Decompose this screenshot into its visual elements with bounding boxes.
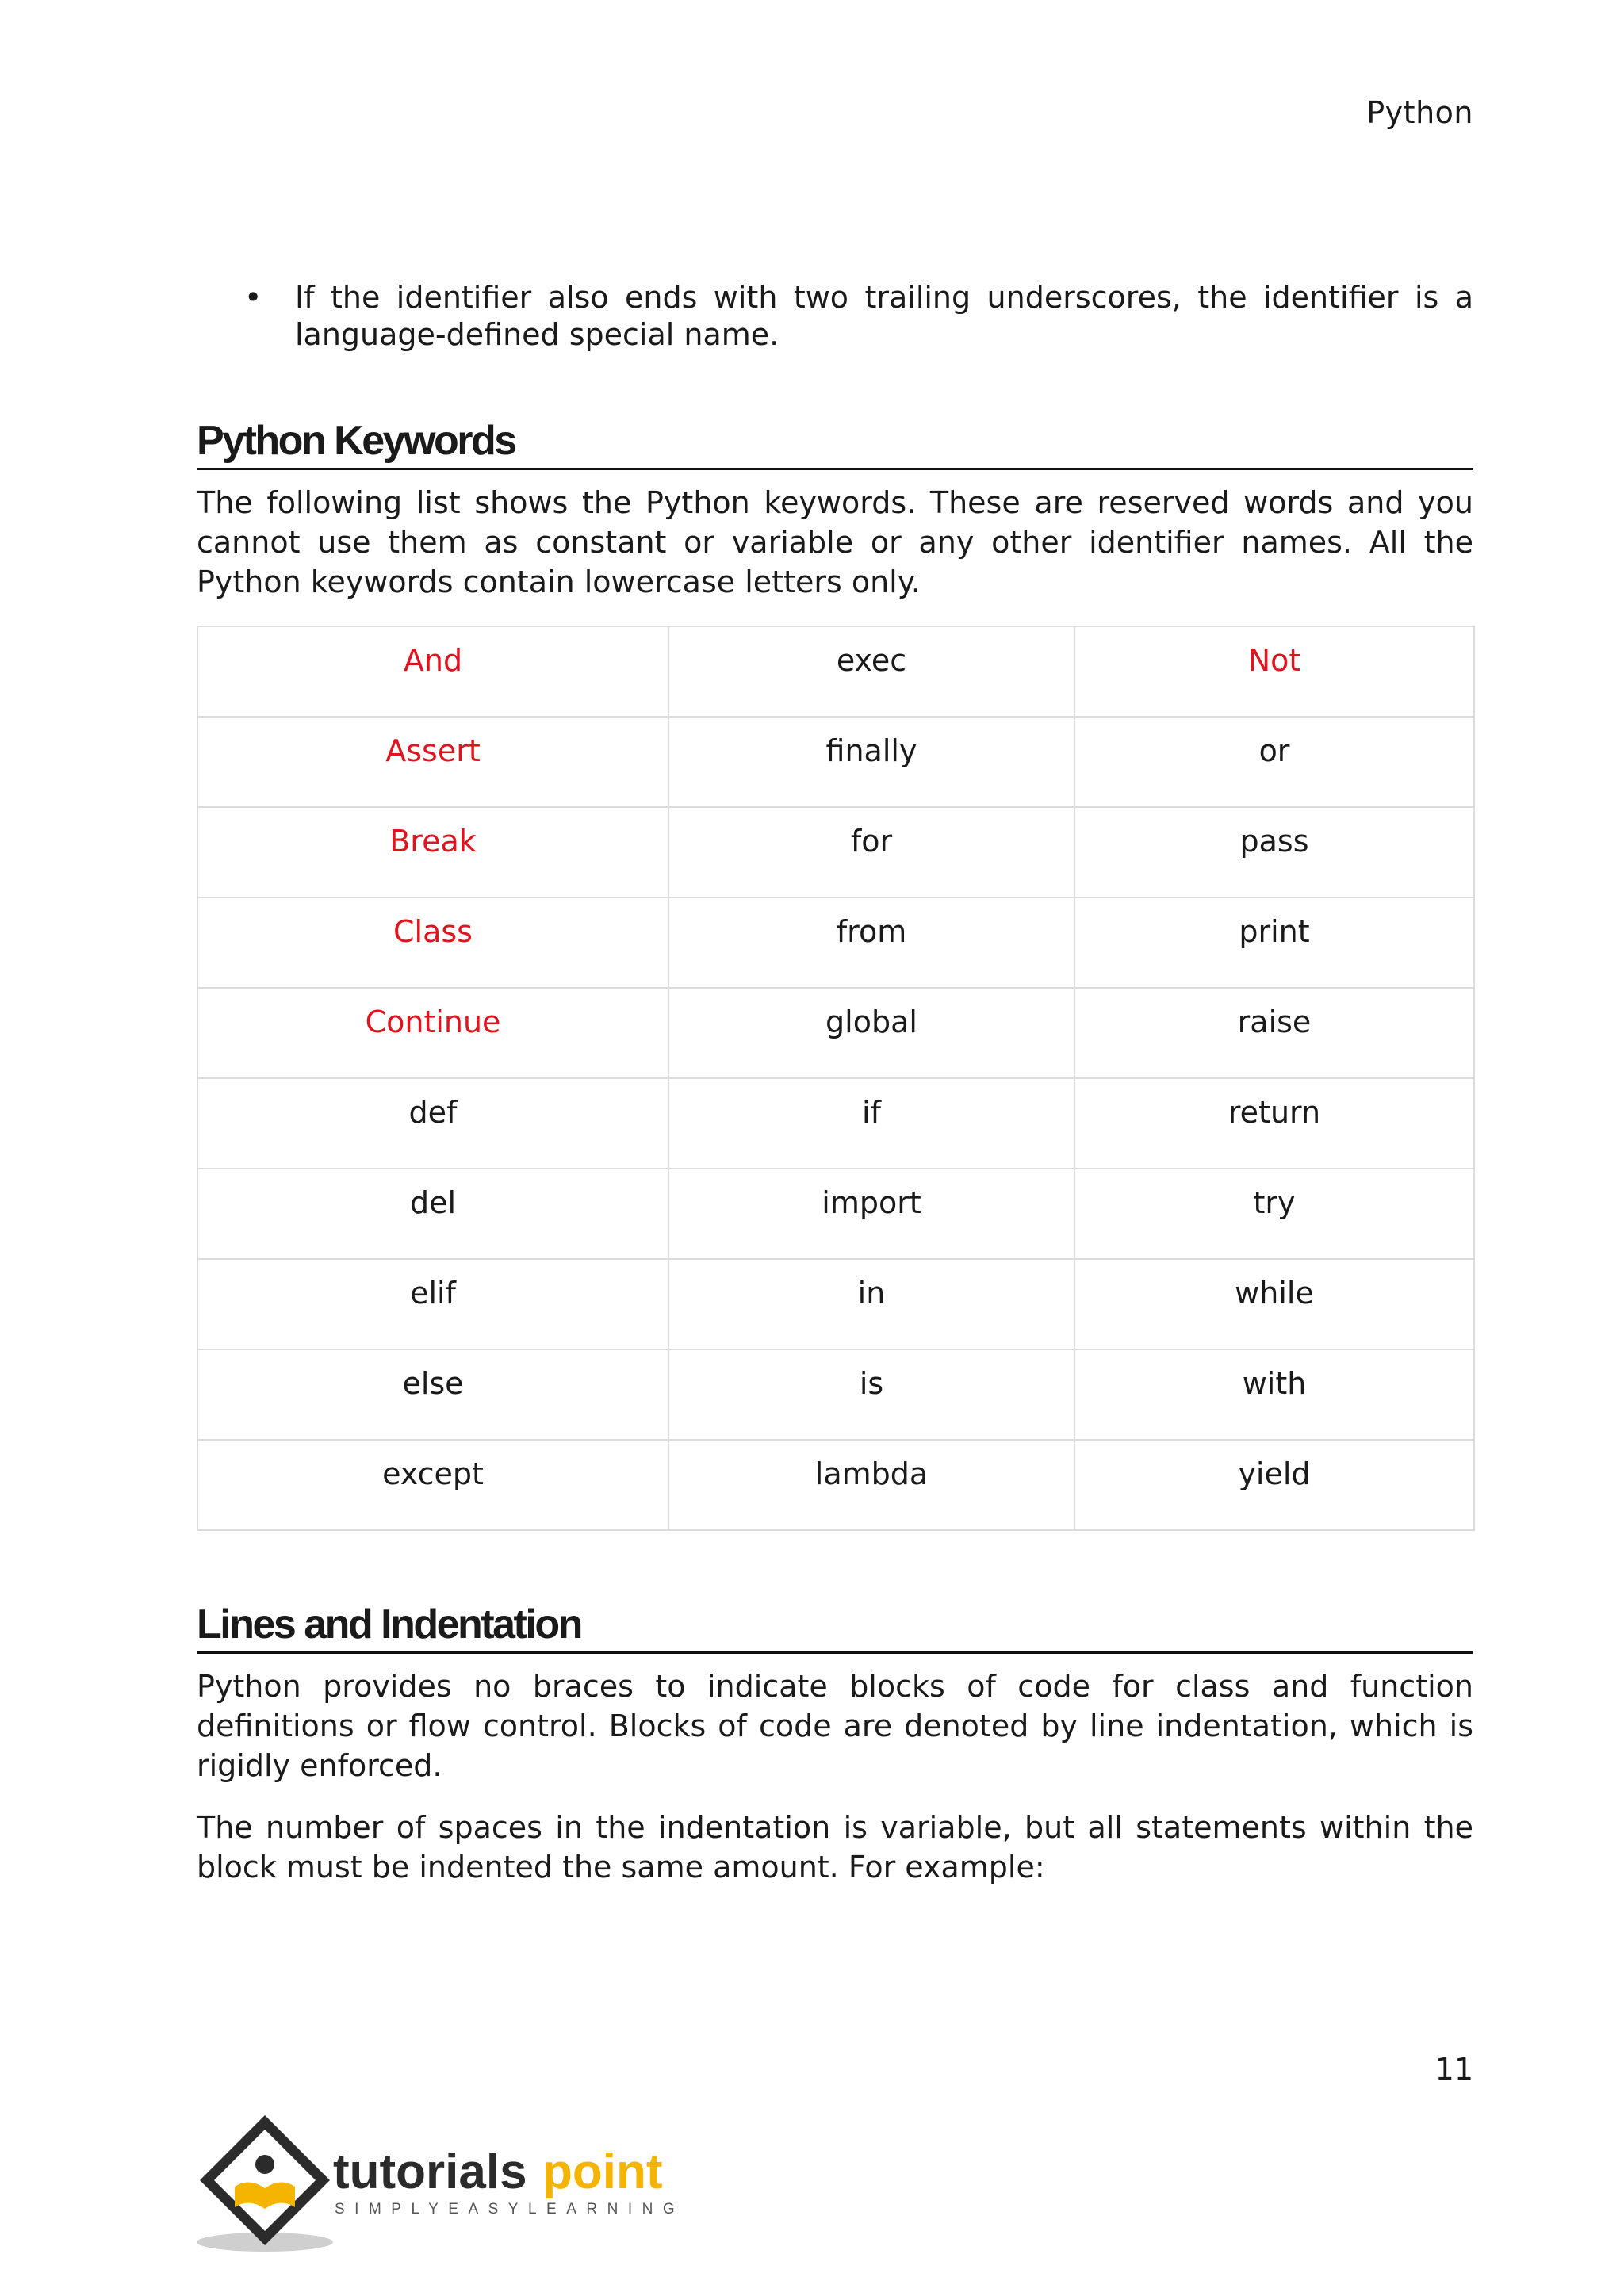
- keyword-cell: for: [668, 807, 1074, 897]
- keyword-cell: Assert: [197, 717, 668, 807]
- keywords-table-row: [197, 807, 1474, 897]
- keyword-cell: try: [1074, 1169, 1474, 1259]
- keyword-cell: print: [1074, 897, 1474, 988]
- keywords-table-row: [197, 1169, 1474, 1259]
- keyword-cell: exec: [668, 626, 1074, 717]
- keyword-cell: raise: [1074, 988, 1474, 1078]
- keywords-table-row: [197, 717, 1474, 807]
- keyword-cell: pass: [1074, 807, 1474, 897]
- keyword-cell: in: [668, 1259, 1074, 1349]
- logo-word-tutorials: tutorials: [333, 2145, 527, 2199]
- keywords-table-row: [197, 1259, 1474, 1349]
- keyword-cell: global: [668, 988, 1074, 1078]
- keyword-cell: from: [668, 897, 1074, 988]
- keywords-table-row: [197, 988, 1474, 1078]
- keywords-heading: Python Keywords: [197, 417, 1473, 470]
- tutorialspoint-logo: [193, 2109, 685, 2260]
- keywords-intro: The following list shows the Python keywords. These are reserved words and you cannot use them as constant or variable or any other identifier names. All the Python keywords contain lowercase letters only.: [197, 485, 1473, 599]
- keywords-table-row: [197, 897, 1474, 988]
- bullet-item: [244, 279, 1473, 354]
- page-number: 11: [1434, 2052, 1473, 2087]
- keywords-table-row: [197, 626, 1474, 717]
- keyword-cell: is: [668, 1349, 1074, 1440]
- logo-word-point: point: [542, 2145, 663, 2199]
- keyword-cell: Not: [1074, 626, 1474, 717]
- keyword-cell: while: [1074, 1259, 1474, 1349]
- page-content: [197, 279, 1473, 1887]
- keywords-table-row: [197, 1440, 1474, 1530]
- keyword-cell: lambda: [668, 1440, 1074, 1530]
- keyword-cell: del: [197, 1169, 668, 1259]
- keyword-cell: Break: [197, 807, 668, 897]
- keyword-cell: or: [1074, 717, 1474, 807]
- keyword-cell: And: [197, 626, 668, 717]
- keyword-cell: Continue: [197, 988, 668, 1078]
- keyword-cell: with: [1074, 1349, 1474, 1440]
- logo-tagline: SIMPLYEASYLEARNING: [335, 2201, 685, 2218]
- keyword-cell: finally: [668, 717, 1074, 807]
- bullet-dot-icon: •: [244, 280, 262, 315]
- keyword-cell: import: [668, 1169, 1074, 1259]
- keyword-cell: def: [197, 1078, 668, 1169]
- logo-diamond-inner: [214, 2130, 316, 2231]
- keywords-table-row: [197, 1349, 1474, 1440]
- indentation-heading: Lines and Indentation: [197, 1601, 1473, 1654]
- keywords-table: [197, 626, 1475, 1531]
- logo-person-icon: [255, 2155, 274, 2174]
- keyword-cell: Class: [197, 897, 668, 988]
- keywords-table-row: [197, 1078, 1474, 1169]
- running-header-title: Python: [1366, 95, 1473, 130]
- keyword-cell: return: [1074, 1078, 1474, 1169]
- keyword-cell: elif: [197, 1259, 668, 1349]
- keyword-cell: if: [668, 1078, 1074, 1169]
- keyword-cell: except: [197, 1440, 668, 1530]
- indentation-paragraph-1: Python provides no braces to indicate blocks of code for class and function definitions or flow control. Blocks of code are denoted by line indentation, which is rigidly enforced.: [197, 1669, 1473, 1783]
- keyword-cell: yield: [1074, 1440, 1474, 1530]
- indentation-paragraph-2: The number of spaces in the indentation is variable, but all statements within the block must be indented the same amount. For example:: [197, 1810, 1473, 1885]
- bullet-text: If the identifier also ends with two trailing underscores, the identifier is a language-defined special name.: [295, 280, 1473, 352]
- keyword-cell: else: [197, 1349, 668, 1440]
